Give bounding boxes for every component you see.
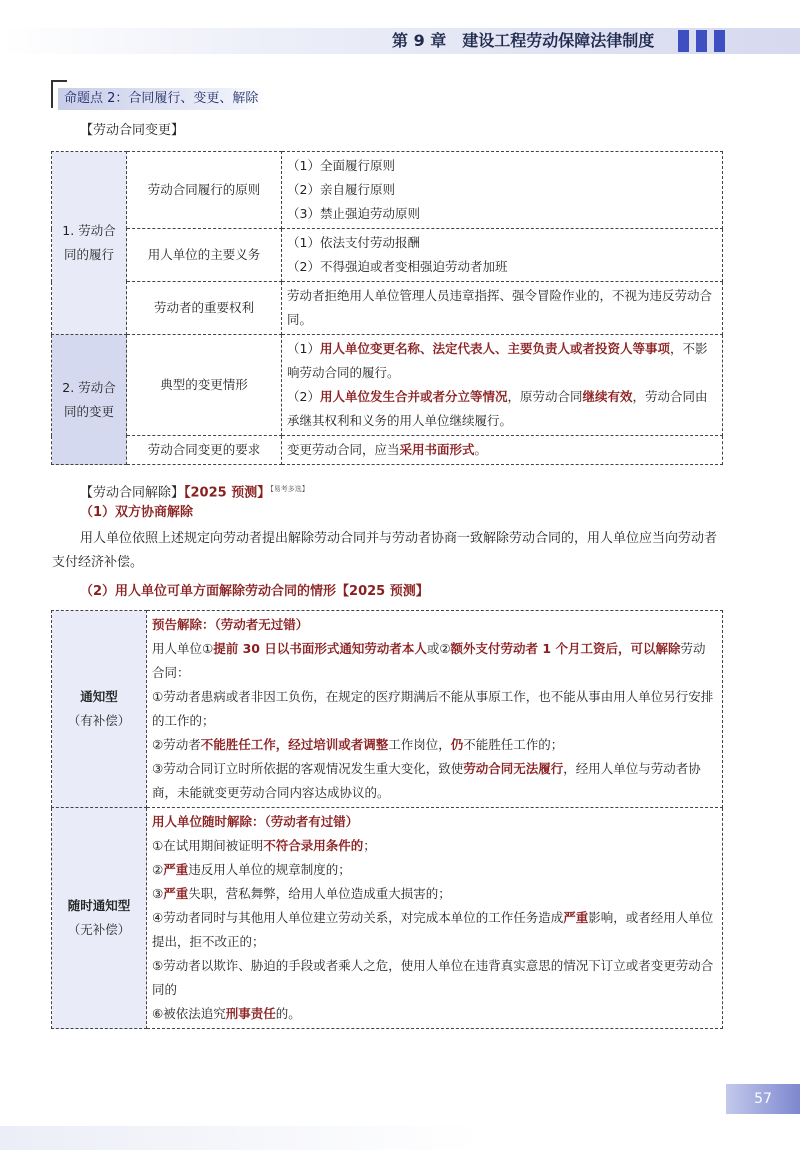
change-cases [282,335,723,436]
notice-content [147,611,723,808]
text: 用人单位① [152,641,214,656]
text: ③劳动合同订立时所依据的客观情况发生重大变化，致使 [152,761,464,776]
text: 违反用人单位的规章制度的； [188,862,351,877]
emphasis: 严重 [163,886,189,901]
table-row [52,335,723,436]
text: ⑥被依法追究 [152,1006,226,1021]
list-item: （2）不得强迫或者变相强迫劳动者加班 [287,259,508,274]
table-row [52,229,723,282]
emphasis: 用人单位变更名称、法定代表人、主要负责人或者投资人等事项 [319,341,670,356]
list-item: （2）亲自履行原则 [287,182,395,197]
list-item: （1）全面履行原则 [287,158,395,173]
change-case-2 [287,385,717,433]
category-notice [52,611,147,808]
header-bar-decor [696,30,707,52]
emphasis: 刑事责任 [225,1006,276,1021]
tag-note: 【易考多选】 [270,485,309,493]
emphasis: 劳动合同无法履行 [463,761,564,776]
notice-heading: 预告解除：（劳动者无过错） [152,617,309,632]
unilateral-termination-table [51,610,723,1029]
table-row [52,808,723,1029]
emphasis: 提前 30 日以书面形式通知劳动者本人 [213,641,427,656]
mutual-termination-paragraph: 用人单位依照上述规定向劳动者提出解除劳动合同并与劳动者协商一致解除劳动合同的，用人单位应当向劳动者支付经济补偿。 [52,531,718,570]
list-item: （1）依法支付劳动报酬 [287,235,420,250]
text: ； [363,838,376,853]
category-instant-sub: （无补偿） [67,922,131,937]
text: ，劳动合同由承继其权利和义务的用人单位继续履行。 [287,389,708,428]
emphasis: 严重 [563,910,589,925]
group-label-change: 2. 劳动合同的变更 [52,335,127,465]
text: ，经用人单位与劳动者协商，未能就变更劳动合同内容达成协议的。 [152,761,701,800]
text: 失职，营私舞弊，给用人单位造成重大损害的； [188,886,451,901]
forecast-tag: 【2025 预测】 [336,584,429,599]
table-row [52,611,723,808]
change-heading: 【劳动合同变更】 [80,123,185,138]
category-instant-label: 随时通知型 [67,898,131,913]
chapter-title: 第 9 章 建设工程劳动保障法律制度 [392,31,655,50]
requirement-text [282,436,723,465]
notice-case-3 [152,757,717,805]
emphasis: 用人单位发生合并或者分立等情况 [319,389,508,404]
text: ，不影响劳动合同的履行。 [287,341,708,380]
text: 工作岗位， [388,737,451,752]
row-label-requirement: 劳动合同变更的要求 [127,436,282,465]
item-text: （2）用人单位可单方面解除劳动合同的情形 [80,584,337,599]
row-label-change: 典型的变更情形 [127,335,282,436]
instant-case-4 [152,906,717,954]
emphasis: 继续有效 [582,389,633,404]
text: 变更劳动合同，应当 [287,442,400,457]
text: 影响，或者经用人单位提出，拒不改正的； [152,910,714,949]
list-item: （3）禁止强迫劳动原则 [287,206,420,221]
duty-list [282,229,723,282]
instant-case-5: ⑤劳动者以欺诈、胁迫的手段或者乘人之危，使用人单位在违背真实意思的情况下订立或者变更劳动合同的 [152,958,714,997]
instant-case-6 [152,1002,717,1026]
text: 劳动合同： [152,641,706,680]
item-unilateral-termination [80,582,429,602]
row-label-right: 劳动者的重要权利 [127,282,282,335]
text: ，原劳动合同 [507,389,583,404]
text: 。 [474,442,488,457]
right-text: 劳动者拒绝用人单位管理人员违章指挥、强令冒险作业的，不视为违反劳动合同。 [282,282,723,335]
category-notice-label: 通知型 [80,689,118,704]
table-row [52,282,723,335]
instant-content [147,808,723,1029]
row-label-principle: 劳动合同履行的原则 [127,152,282,229]
principle-list [282,152,723,229]
instant-case-2 [152,858,717,882]
group-label-performance: 1. 劳动合同的履行 [52,152,127,335]
change-case-1 [287,337,717,385]
text: ② [152,862,164,877]
category-notice-sub: （有补偿） [67,713,131,728]
emphasis: 不能胜任工作，经过培训或者调整 [200,737,389,752]
notice-case-1: ①劳动者患病或者非因工负伤，在规定的医疗期满后不能从事原工作，也不能从事由用人单位另行安排的工作的； [152,689,714,728]
forecast-tag: 【2025 预测】 [184,485,271,501]
footer-band [0,1126,800,1150]
instant-heading: 用人单位随时解除：（劳动者有过错） [152,814,359,829]
notice-intro [152,637,717,685]
text: 不能胜任工作的； [463,737,564,752]
text: 或② [426,641,451,656]
text: ④劳动者同时与其他用人单位建立劳动关系，对完成本单位的工作任务造成 [152,910,564,925]
text: 的。 [275,1006,301,1021]
contract-performance-change-table [51,151,723,465]
row-label-duty: 用人单位的主要义务 [127,229,282,282]
item-mutual-termination: （1）双方协商解除 [80,505,194,520]
text: ①在试用期间被证明 [152,838,264,853]
prefix: （1） [287,341,320,356]
emphasis: 仍 [450,737,464,752]
instant-case-3 [152,882,717,906]
category-instant [52,808,147,1029]
header-bar-decor [714,30,725,52]
termination-heading [80,479,309,503]
termination-heading-text: 【劳动合同解除】 [80,485,185,501]
text: ③ [152,886,164,901]
emphasis: 采用书面形式 [399,442,475,457]
header-bar-decor [678,30,689,52]
instant-case-1 [152,834,717,858]
text: ②劳动者 [152,737,201,752]
section-title: 命题点 2：合同履行、变更、解除 [58,88,264,110]
prefix: （2） [287,389,320,404]
table-row [52,436,723,465]
emphasis: 严重 [163,862,189,877]
page-number: 57 [726,1084,800,1114]
notice-case-2 [152,733,717,757]
emphasis: 不符合录用条件的 [263,838,364,853]
emphasis: 额外支付劳动者 1 个月工资后，可以解除 [450,641,681,656]
table-row [52,152,723,229]
